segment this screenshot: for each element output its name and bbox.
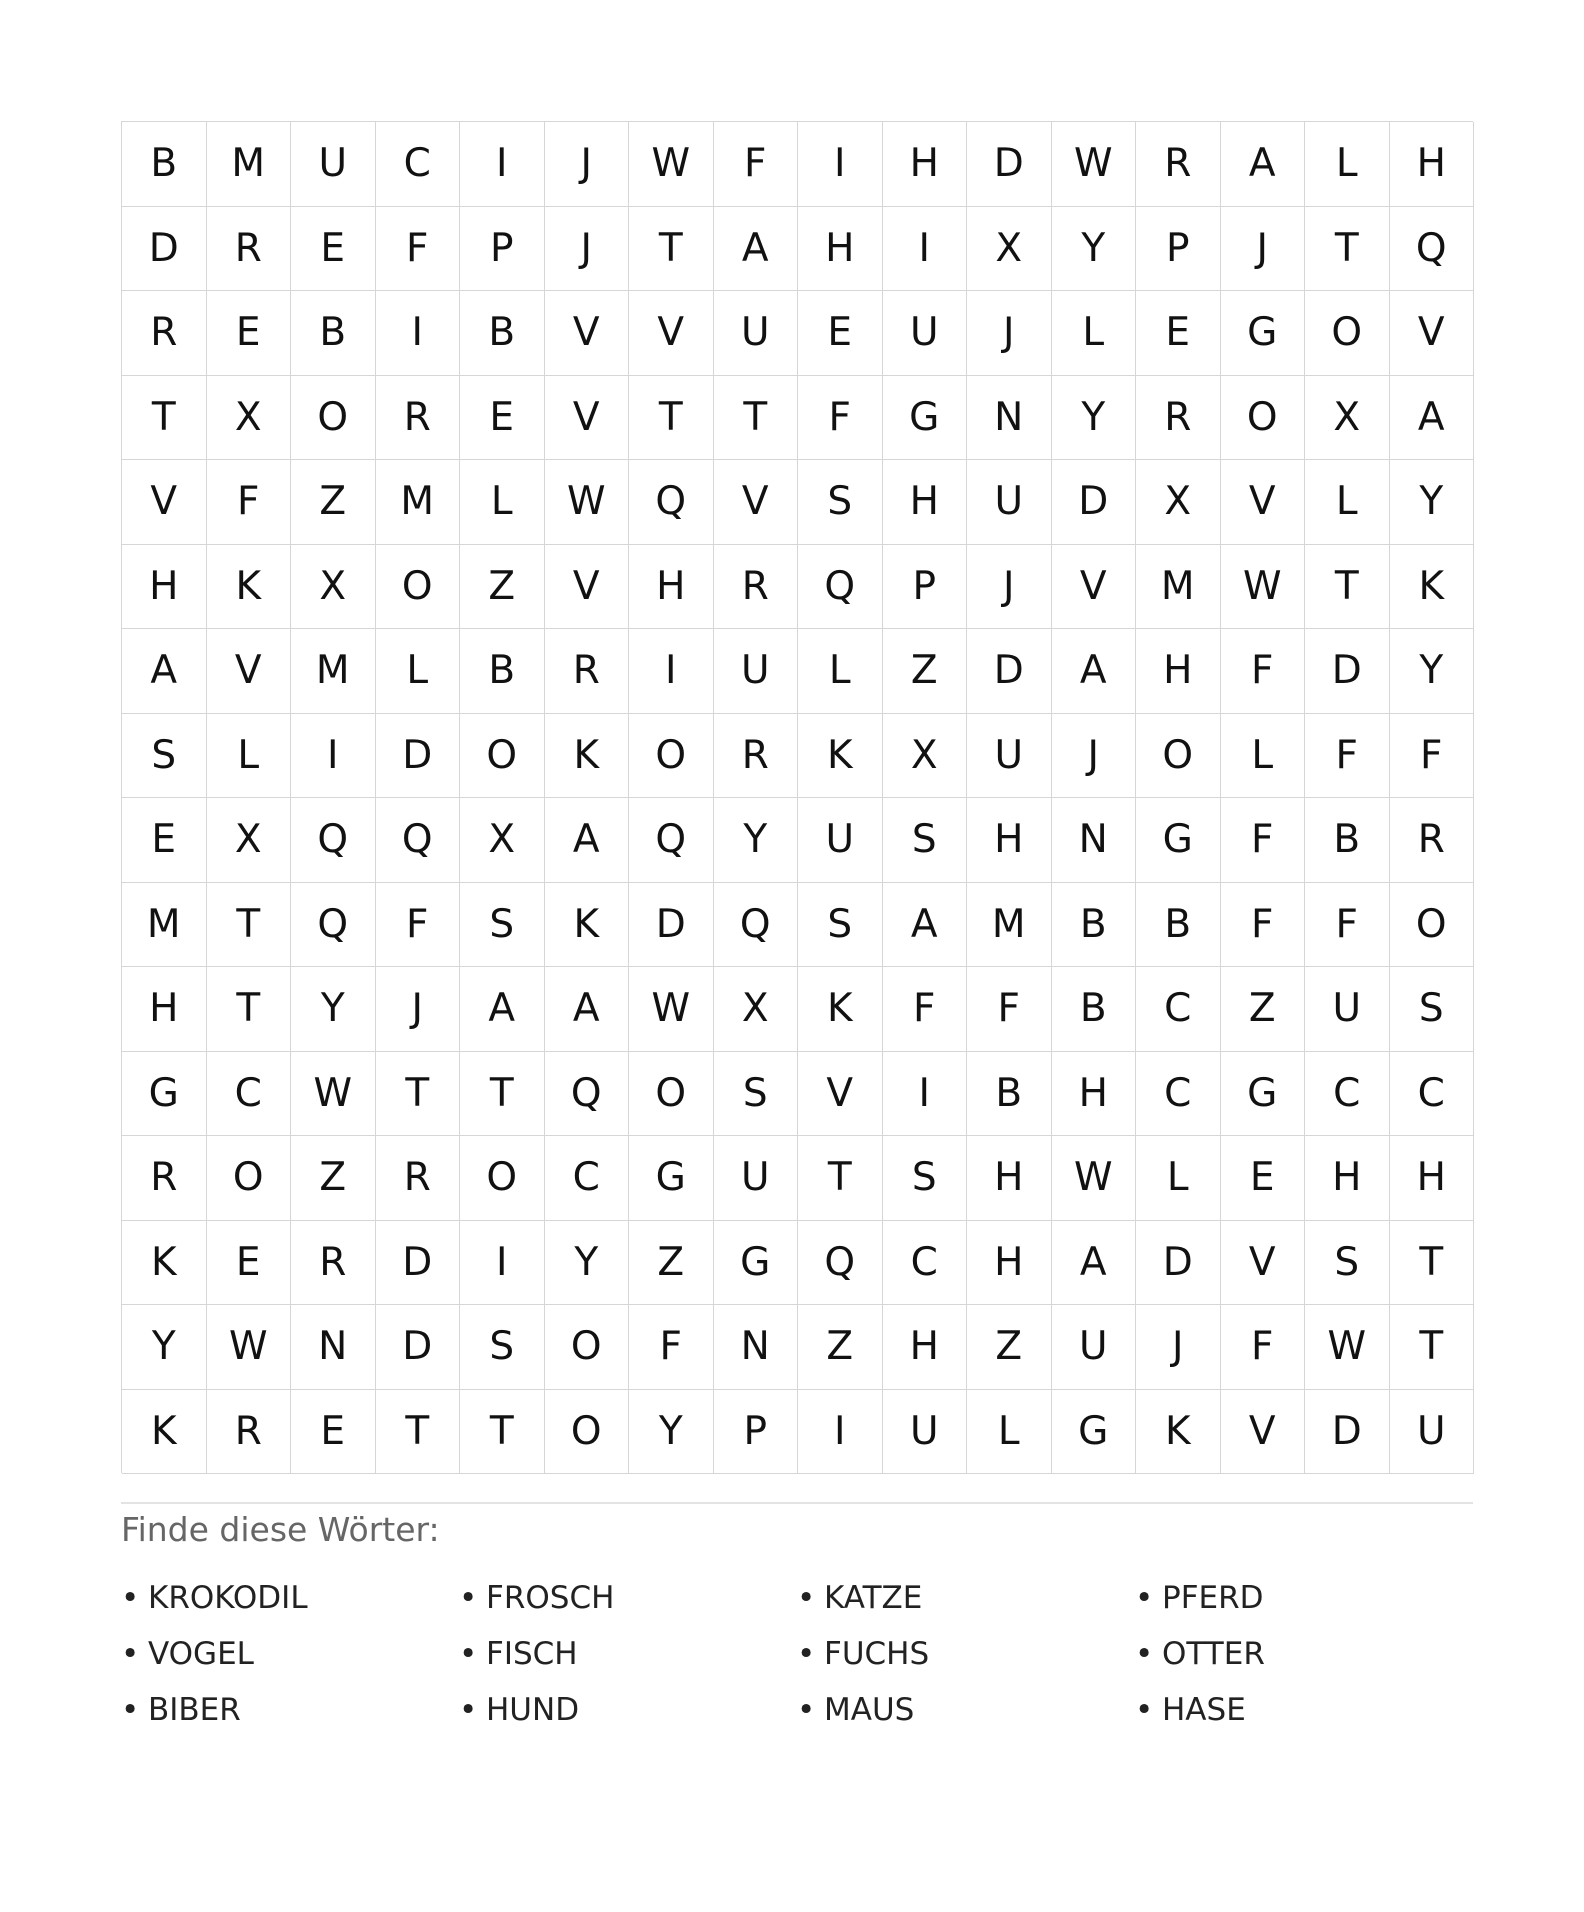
bullet-icon: • (1135, 1636, 1154, 1672)
grid-cell[interactable]: O (545, 1305, 630, 1390)
grid-cell[interactable]: J (1052, 714, 1137, 799)
grid-cell[interactable]: Z (291, 460, 376, 545)
word-item (1135, 1570, 1473, 1626)
grid-cell[interactable]: N (1052, 798, 1137, 883)
grid-cell[interactable]: U (714, 1136, 799, 1221)
grid-cell[interactable]: T (207, 883, 292, 968)
grid-cell[interactable]: E (291, 207, 376, 292)
grid-cell[interactable]: A (1390, 376, 1475, 461)
grid-cell[interactable]: D (376, 1305, 461, 1390)
grid-cell[interactable]: O (629, 714, 714, 799)
grid-cell[interactable]: I (460, 122, 545, 207)
grid-cell[interactable]: V (545, 376, 630, 461)
word-label: HUND (486, 1692, 580, 1728)
grid-cell[interactable]: R (545, 629, 630, 714)
grid-cell[interactable]: Z (291, 1136, 376, 1221)
grid-cell[interactable]: X (1305, 376, 1390, 461)
grid-cell[interactable]: E (207, 1221, 292, 1306)
grid-cell[interactable]: A (714, 207, 799, 292)
grid-cell[interactable]: B (460, 629, 545, 714)
grid-cell[interactable]: H (798, 207, 883, 292)
grid-cell[interactable]: O (460, 1136, 545, 1221)
grid-cell[interactable]: X (207, 798, 292, 883)
grid-cell[interactable]: L (376, 629, 461, 714)
word-label: KATZE (824, 1580, 923, 1616)
grid-cell[interactable]: Q (545, 1052, 630, 1137)
grid-cell[interactable]: S (798, 460, 883, 545)
grid-cell[interactable]: U (1052, 1305, 1137, 1390)
bullet-icon: • (797, 1580, 816, 1616)
grid-cell[interactable]: E (460, 376, 545, 461)
grid-cell[interactable]: U (883, 291, 968, 376)
grid-cell[interactable]: W (629, 122, 714, 207)
grid-cell[interactable]: Y (714, 798, 799, 883)
grid-cell[interactable]: C (376, 122, 461, 207)
grid-cell[interactable]: H (967, 1136, 1052, 1221)
word-label: PFERD (1162, 1580, 1264, 1616)
grid-cell[interactable]: Q (291, 883, 376, 968)
grid-cell[interactable]: G (1052, 1390, 1137, 1475)
grid-cell[interactable]: V (1052, 545, 1137, 630)
grid-cell[interactable]: Z (460, 545, 545, 630)
grid-cell[interactable]: R (122, 291, 207, 376)
word-item (121, 1682, 459, 1738)
grid-cell[interactable]: N (714, 1305, 799, 1390)
grid-cell[interactable]: H (967, 798, 1052, 883)
grid-cell[interactable]: K (545, 883, 630, 968)
word-item (1135, 1682, 1473, 1738)
grid-cell[interactable]: H (883, 1305, 968, 1390)
grid-cell[interactable]: B (1052, 883, 1137, 968)
bullet-icon: • (459, 1692, 478, 1728)
grid-cell[interactable]: U (1390, 1390, 1475, 1475)
grid-cell[interactable]: M (376, 460, 461, 545)
grid-cell[interactable]: U (714, 291, 799, 376)
letter-grid (121, 121, 1473, 1473)
grid-cell[interactable]: G (1221, 1052, 1306, 1137)
grid-cell[interactable]: D (376, 1221, 461, 1306)
grid-cell[interactable]: V (122, 460, 207, 545)
grid-cell[interactable]: W (291, 1052, 376, 1137)
word-item (797, 1626, 1135, 1682)
grid-cell[interactable]: B (460, 291, 545, 376)
grid-cell[interactable]: W (1221, 545, 1306, 630)
grid-cell[interactable]: S (714, 1052, 799, 1137)
grid-cell[interactable]: B (291, 291, 376, 376)
grid-cell[interactable]: M (122, 883, 207, 968)
grid-cell[interactable]: U (967, 460, 1052, 545)
grid-cell[interactable]: J (545, 207, 630, 292)
divider (121, 1502, 1473, 1504)
grid-cell[interactable]: D (1136, 1221, 1221, 1306)
bullet-icon: • (459, 1636, 478, 1672)
grid-cell[interactable]: O (629, 1052, 714, 1137)
grid-cell[interactable]: Z (883, 629, 968, 714)
grid-cell[interactable]: H (883, 460, 968, 545)
grid-cell[interactable]: W (1052, 1136, 1137, 1221)
word-label: KROKODIL (148, 1580, 308, 1616)
grid-cell[interactable]: O (545, 1390, 630, 1475)
grid-cell[interactable]: E (291, 1390, 376, 1475)
grid-cell[interactable]: M (291, 629, 376, 714)
grid-cell[interactable]: T (376, 1052, 461, 1137)
grid-cell[interactable]: R (1136, 376, 1221, 461)
grid-cell[interactable]: T (629, 207, 714, 292)
grid-cell[interactable]: W (1305, 1305, 1390, 1390)
grid-cell[interactable]: I (460, 1221, 545, 1306)
grid-cell[interactable]: Z (967, 1305, 1052, 1390)
grid-cell[interactable]: F (798, 376, 883, 461)
grid-cell[interactable]: A (545, 798, 630, 883)
grid-cell[interactable]: Y (122, 1305, 207, 1390)
grid-cell[interactable]: A (545, 967, 630, 1052)
grid-cell[interactable]: J (1136, 1305, 1221, 1390)
grid-cell[interactable]: P (460, 207, 545, 292)
grid-cell[interactable]: X (1136, 460, 1221, 545)
grid-cell[interactable]: C (883, 1221, 968, 1306)
grid-cell[interactable]: G (629, 1136, 714, 1221)
grid-cell[interactable]: A (122, 629, 207, 714)
grid-cell[interactable]: X (207, 376, 292, 461)
grid-cell[interactable]: H (1390, 1136, 1475, 1221)
grid-cell[interactable]: H (1136, 629, 1221, 714)
grid-cell[interactable]: V (629, 291, 714, 376)
grid-cell[interactable]: T (1390, 1305, 1475, 1390)
grid-cell[interactable]: W (545, 460, 630, 545)
grid-cell[interactable]: Z (1221, 967, 1306, 1052)
grid-cell[interactable]: R (714, 545, 799, 630)
grid-cell[interactable]: I (291, 714, 376, 799)
grid-cell[interactable]: W (1052, 122, 1137, 207)
grid-cell[interactable]: V (1221, 1390, 1306, 1475)
grid-cell[interactable]: O (1221, 376, 1306, 461)
grid-cell[interactable]: V (545, 545, 630, 630)
grid-cell[interactable]: D (1305, 1390, 1390, 1475)
grid-cell[interactable]: U (714, 629, 799, 714)
grid-cell[interactable]: R (291, 1221, 376, 1306)
grid-cell[interactable]: K (122, 1221, 207, 1306)
word-label: VOGEL (148, 1636, 254, 1672)
word-label: FROSCH (486, 1580, 615, 1616)
grid-cell[interactable]: E (207, 291, 292, 376)
grid-cell[interactable]: F (376, 883, 461, 968)
grid-cell[interactable]: T (460, 1052, 545, 1137)
bullet-icon: • (797, 1636, 816, 1672)
grid-cell[interactable]: U (1305, 967, 1390, 1052)
grid-cell[interactable]: Q (629, 798, 714, 883)
word-item (459, 1682, 797, 1738)
grid-cell[interactable]: D (1305, 629, 1390, 714)
grid-cell[interactable]: I (798, 1390, 883, 1475)
grid-cell[interactable]: B (967, 1052, 1052, 1137)
grid-cell[interactable]: G (1221, 291, 1306, 376)
grid-cell[interactable]: K (122, 1390, 207, 1475)
grid-cell[interactable]: F (1390, 714, 1475, 799)
grid-cell[interactable]: F (883, 967, 968, 1052)
grid-cell[interactable]: C (1305, 1052, 1390, 1137)
grid-cell[interactable]: Y (1052, 207, 1137, 292)
grid-cell[interactable]: I (883, 1052, 968, 1137)
grid-cell[interactable]: F (629, 1305, 714, 1390)
grid-cell[interactable]: L (798, 629, 883, 714)
grid-cell[interactable]: M (1136, 545, 1221, 630)
grid-cell[interactable]: V (714, 460, 799, 545)
grid-cell[interactable]: E (122, 798, 207, 883)
grid-cell[interactable]: X (714, 967, 799, 1052)
grid-cell[interactable]: R (207, 207, 292, 292)
grid-cell[interactable]: O (291, 376, 376, 461)
grid-cell[interactable]: A (1052, 1221, 1137, 1306)
grid-cell[interactable]: O (1305, 291, 1390, 376)
grid-cell[interactable]: X (460, 798, 545, 883)
grid-cell[interactable]: O (1390, 883, 1475, 968)
grid-cell[interactable]: R (207, 1390, 292, 1475)
grid-cell[interactable]: R (1390, 798, 1475, 883)
grid-cell[interactable]: U (798, 798, 883, 883)
grid-cell[interactable]: S (1390, 967, 1475, 1052)
grid-cell[interactable]: L (1052, 291, 1137, 376)
grid-cell[interactable]: R (122, 1136, 207, 1221)
grid-cell[interactable]: I (798, 122, 883, 207)
grid-cell[interactable]: F (207, 460, 292, 545)
word-item (459, 1626, 797, 1682)
grid-cell[interactable]: O (207, 1136, 292, 1221)
grid-cell[interactable]: L (460, 460, 545, 545)
word-item (1135, 1626, 1473, 1682)
grid-cell[interactable]: Y (629, 1390, 714, 1475)
grid-cell[interactable]: N (967, 376, 1052, 461)
grid-cell[interactable]: O (1136, 714, 1221, 799)
grid-cell[interactable]: F (714, 122, 799, 207)
grid-cell[interactable]: T (460, 1390, 545, 1475)
grid-cell[interactable]: V (1390, 291, 1475, 376)
grid-cell[interactable]: P (714, 1390, 799, 1475)
grid-cell[interactable]: L (1221, 714, 1306, 799)
grid-cell[interactable]: G (1136, 798, 1221, 883)
grid-cell[interactable]: D (376, 714, 461, 799)
grid-cell[interactable]: S (460, 883, 545, 968)
grid-cell[interactable]: G (883, 376, 968, 461)
grid-cell[interactable]: F (376, 207, 461, 292)
grid-cell[interactable]: T (122, 376, 207, 461)
grid-cell[interactable]: U (291, 122, 376, 207)
grid-cell[interactable]: N (291, 1305, 376, 1390)
word-item (797, 1682, 1135, 1738)
grid-cell[interactable]: O (376, 545, 461, 630)
grid-cell[interactable]: L (1305, 122, 1390, 207)
grid-cell[interactable]: H (883, 122, 968, 207)
grid-cell[interactable]: E (1136, 291, 1221, 376)
grid-cell[interactable]: K (545, 714, 630, 799)
grid-cell[interactable]: D (1052, 460, 1137, 545)
grid-cell[interactable]: B (1305, 798, 1390, 883)
word-label: FUCHS (824, 1636, 930, 1672)
grid-cell[interactable]: K (1136, 1390, 1221, 1475)
grid-cell[interactable]: R (376, 376, 461, 461)
grid-cell[interactable]: C (545, 1136, 630, 1221)
grid-cell[interactable]: A (1052, 629, 1137, 714)
word-item (459, 1570, 797, 1626)
grid-cell[interactable]: U (967, 714, 1052, 799)
grid-cell[interactable]: H (629, 545, 714, 630)
grid-cell[interactable]: C (1136, 967, 1221, 1052)
grid-cell[interactable]: Y (1390, 629, 1475, 714)
grid-cell[interactable]: I (629, 629, 714, 714)
grid-cell[interactable]: X (291, 545, 376, 630)
grid-cell[interactable]: A (883, 883, 968, 968)
grid-cell[interactable]: Q (291, 798, 376, 883)
grid-cell[interactable]: Q (798, 545, 883, 630)
grid-cell[interactable]: T (1390, 1221, 1475, 1306)
word-label: OTTER (1162, 1636, 1265, 1672)
grid-cell[interactable]: Q (1390, 207, 1475, 292)
grid-cell[interactable]: J (376, 967, 461, 1052)
grid-cell[interactable]: S (122, 714, 207, 799)
grid-cell[interactable]: Z (629, 1221, 714, 1306)
word-list (121, 1570, 1473, 1738)
grid-cell[interactable]: V (207, 629, 292, 714)
grid-cell[interactable]: T (714, 376, 799, 461)
grid-cell[interactable]: P (883, 545, 968, 630)
grid-cell[interactable]: C (1136, 1052, 1221, 1137)
grid-cell[interactable]: T (629, 376, 714, 461)
grid-cell[interactable]: L (207, 714, 292, 799)
grid-cell[interactable]: D (967, 122, 1052, 207)
grid-cell[interactable]: Q (714, 883, 799, 968)
bullet-icon: • (459, 1580, 478, 1616)
grid-cell[interactable]: M (967, 883, 1052, 968)
grid-cell[interactable]: K (207, 545, 292, 630)
grid-cell[interactable]: J (545, 122, 630, 207)
grid-cell[interactable]: F (967, 967, 1052, 1052)
grid-cell[interactable]: G (714, 1221, 799, 1306)
grid-cell[interactable]: O (460, 714, 545, 799)
grid-cell[interactable]: H (967, 1221, 1052, 1306)
grid-cell[interactable]: V (1221, 1221, 1306, 1306)
grid-cell[interactable]: W (207, 1305, 292, 1390)
grid-cell[interactable]: G (122, 1052, 207, 1137)
grid-cell[interactable]: T (207, 967, 292, 1052)
grid-cell[interactable]: H (122, 545, 207, 630)
bullet-icon: • (797, 1692, 816, 1728)
grid-cell[interactable]: S (798, 883, 883, 968)
grid-cell[interactable]: Q (629, 460, 714, 545)
grid-cell[interactable]: L (967, 1390, 1052, 1475)
grid-cell[interactable]: Q (376, 798, 461, 883)
grid-cell[interactable]: I (883, 207, 968, 292)
grid-cell[interactable]: F (1221, 798, 1306, 883)
grid-cell[interactable]: F (1221, 883, 1306, 968)
grid-cell[interactable]: S (883, 798, 968, 883)
grid-cell[interactable]: I (376, 291, 461, 376)
grid-cell[interactable]: R (1136, 122, 1221, 207)
word-item (121, 1570, 459, 1626)
grid-cell[interactable]: F (1221, 1305, 1306, 1390)
word-item (121, 1626, 459, 1682)
grid-cell[interactable]: J (967, 545, 1052, 630)
grid-cell[interactable]: S (883, 1136, 968, 1221)
grid-cell[interactable]: V (545, 291, 630, 376)
grid-cell[interactable]: K (798, 714, 883, 799)
grid-cell[interactable]: U (883, 1390, 968, 1475)
grid-cell[interactable]: Y (1052, 376, 1137, 461)
grid-cell[interactable]: X (883, 714, 968, 799)
grid-cell[interactable]: S (1305, 1221, 1390, 1306)
word-label: HASE (1162, 1692, 1246, 1728)
grid-cell[interactable]: L (1305, 460, 1390, 545)
grid-cell[interactable]: Y (545, 1221, 630, 1306)
grid-cell[interactable]: X (967, 207, 1052, 292)
grid-cell[interactable]: J (1221, 207, 1306, 292)
grid-cell[interactable]: Y (291, 967, 376, 1052)
grid-cell[interactable]: A (460, 967, 545, 1052)
grid-cell[interactable]: L (1136, 1136, 1221, 1221)
grid-cell[interactable]: M (207, 122, 292, 207)
grid-cell[interactable]: T (376, 1390, 461, 1475)
grid-cell[interactable]: D (122, 207, 207, 292)
grid-cell[interactable]: B (1052, 967, 1137, 1052)
grid-cell[interactable]: R (376, 1136, 461, 1221)
grid-cell[interactable]: H (122, 967, 207, 1052)
grid-cell[interactable]: S (460, 1305, 545, 1390)
grid-cell[interactable]: D (967, 629, 1052, 714)
grid-cell[interactable]: F (1221, 629, 1306, 714)
grid-cell[interactable]: H (1390, 122, 1475, 207)
bullet-icon: • (121, 1692, 140, 1728)
grid-cell[interactable]: C (207, 1052, 292, 1137)
grid-cell[interactable]: V (1221, 460, 1306, 545)
grid-cell[interactable]: T (1305, 207, 1390, 292)
grid-cell[interactable]: C (1390, 1052, 1475, 1137)
word-label: FISCH (486, 1636, 578, 1672)
word-label: BIBER (148, 1692, 241, 1728)
grid-cell[interactable]: K (798, 967, 883, 1052)
grid-cell[interactable]: B (1136, 883, 1221, 968)
grid-cell[interactable]: F (1305, 714, 1390, 799)
word-list-title: Finde diese Wörter: (121, 1510, 440, 1549)
grid-cell[interactable]: R (714, 714, 799, 799)
bullet-icon: • (121, 1580, 140, 1616)
word-label: MAUS (824, 1692, 915, 1728)
grid-cell[interactable]: Q (798, 1221, 883, 1306)
grid-cell[interactable]: H (1305, 1136, 1390, 1221)
grid-cell[interactable]: V (798, 1052, 883, 1137)
grid-cell[interactable]: J (967, 291, 1052, 376)
grid-cell[interactable]: E (798, 291, 883, 376)
grid-cell[interactable]: Y (1390, 460, 1475, 545)
bullet-icon: • (1135, 1580, 1154, 1616)
grid-cell[interactable]: K (1390, 545, 1475, 630)
grid-cell[interactable]: F (1305, 883, 1390, 968)
grid-cell[interactable]: E (1221, 1136, 1306, 1221)
word-item (797, 1570, 1135, 1626)
grid-cell[interactable]: D (629, 883, 714, 968)
grid-cell[interactable]: H (1052, 1052, 1137, 1137)
grid-cell[interactable]: Z (798, 1305, 883, 1390)
grid-cell[interactable]: P (1136, 207, 1221, 292)
grid-cell[interactable]: W (629, 967, 714, 1052)
grid-cell[interactable]: T (1305, 545, 1390, 630)
grid-cell[interactable]: T (798, 1136, 883, 1221)
bullet-icon: • (1135, 1692, 1154, 1728)
bullet-icon: • (121, 1636, 140, 1672)
grid-cell[interactable]: A (1221, 122, 1306, 207)
grid-cell[interactable]: B (122, 122, 207, 207)
